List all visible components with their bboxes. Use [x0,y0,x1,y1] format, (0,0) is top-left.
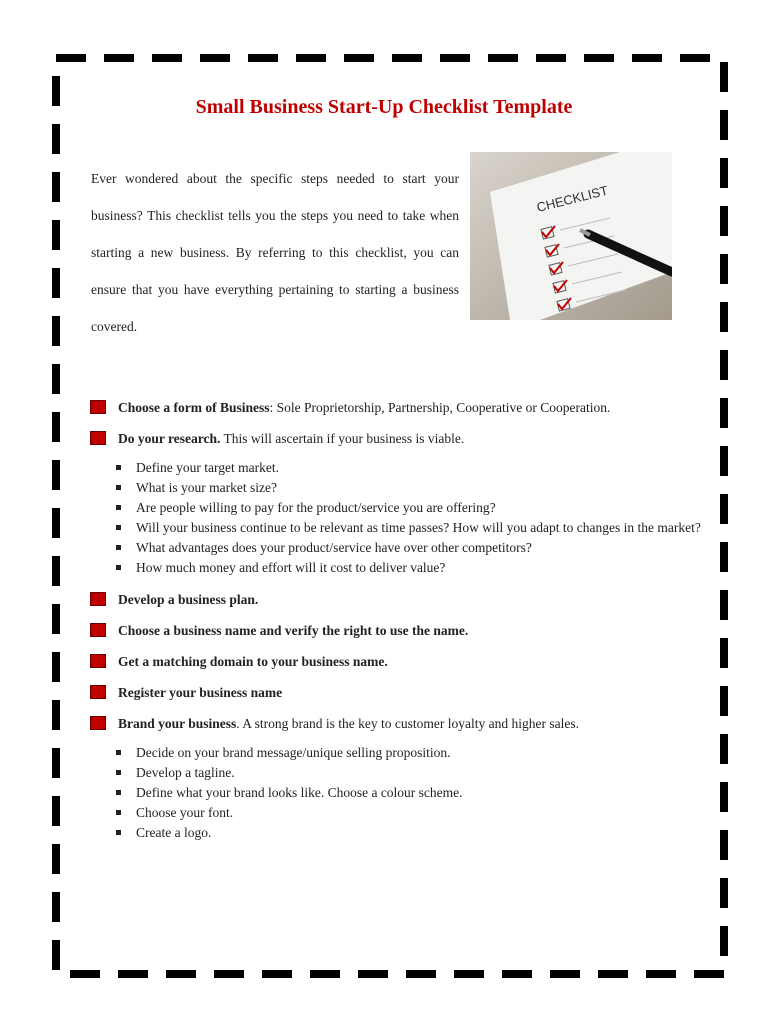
checklist-item [90,429,690,449]
checkbox-icon [90,400,106,414]
checkbox-icon [90,716,106,730]
checklist-item [90,683,690,703]
item-heading: Develop a business plan. [118,592,259,607]
item-text: : Sole Proprietorship, Partnership, Cooperative or Cooperation. [269,400,611,415]
checklist-photo-icon [470,152,672,320]
item-heading: Choose a business name and verify the right to use the name. [118,623,469,638]
brand-points [90,743,690,843]
list-item: Define what your brand looks like. Choose a colour scheme. [90,783,726,803]
list-item: How much money and effort will it cost to deliver value? [90,558,726,578]
checkbox-icon [90,431,106,445]
list-item: Develop a tagline. [90,763,726,783]
list-item: Define your target market. [90,458,726,478]
list-item: Are people willing to pay for the product/service you are offering? [90,498,726,518]
checklist-item [90,398,690,418]
page-title: Small Business Start-Up Checklist Template [195,96,573,118]
checkbox-icon [90,685,106,699]
item-heading: Get a matching domain to your business name. [118,654,388,669]
item-heading: Register your business name [118,685,283,700]
item-text: . A strong brand is the key to customer loyalty and higher sales. [236,716,579,731]
list-item: Will your business continue to be relevant as time passes? How will you adapt to changes in the market? [90,518,726,538]
item-heading: Do your research. [118,431,221,446]
item-heading: Choose a form of Business [118,400,270,415]
checkbox-icon [90,592,106,606]
checkbox-icon [90,654,106,668]
checklist-item [90,621,690,641]
checklist-item [90,590,690,610]
checklist [90,398,701,855]
checklist-item [90,652,690,672]
photo-heading: CHECKLIST [535,182,610,215]
list-item: Create a logo. [90,823,726,843]
item-text: This will ascertain if your business is viable. [220,431,465,446]
list-item: What is your market size? [90,478,726,498]
item-heading: Brand your business [118,716,237,731]
list-item: What advantages does your product/service have over other competitors? [90,538,726,558]
research-points [90,458,701,578]
checkbox-icon [90,623,106,637]
list-item: Choose your font. [90,803,726,823]
intro-paragraph: Ever wondered about the specific steps needed to start your business? This checklist tells you the steps you need to take when starting a new business. By referring to this checklist, you can ensure that you have everything pertaining to starting a business covered. [91,171,459,334]
list-item: Decide on your brand message/unique selling proposition. [90,743,726,763]
checklist-item [90,714,690,734]
